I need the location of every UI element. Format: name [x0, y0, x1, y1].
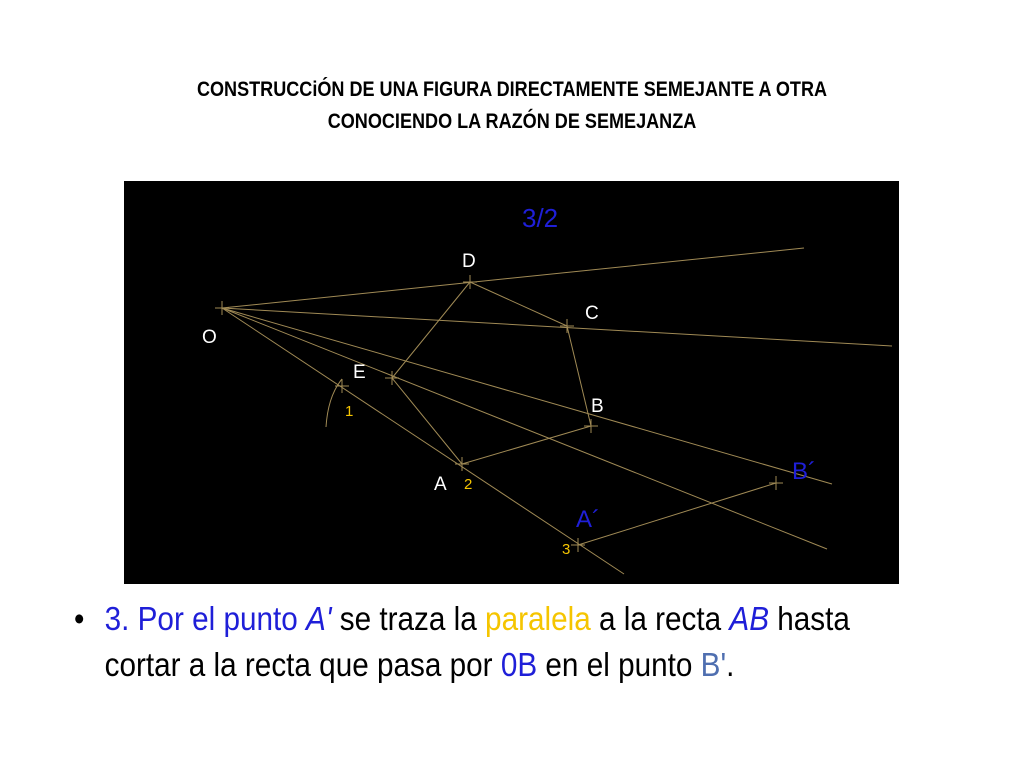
point-a-prime: A': [306, 600, 332, 637]
text-segment-5: cortar a la recta que pasa por: [104, 646, 501, 683]
line-ob: 0B: [500, 646, 538, 683]
bullet-marker: •: [74, 600, 85, 637]
point-b-prime: B': [700, 646, 727, 683]
label-a-prime: A´: [576, 506, 600, 533]
label-1: 1: [345, 403, 354, 420]
ray-oe: [222, 308, 624, 574]
side-dc: [470, 282, 567, 326]
label-o: O: [202, 327, 217, 348]
text-segment-4: hasta: [769, 600, 850, 637]
text-end: .: [726, 646, 735, 683]
label-b-prime: B´: [792, 458, 816, 485]
bullet-line-1: [74, 596, 884, 642]
ray-od: [222, 248, 804, 308]
side-ab: [462, 426, 591, 464]
ray-ob: [222, 308, 832, 484]
side-ed: [392, 282, 470, 378]
line-ab: AB: [729, 600, 770, 637]
construction-drawing: [124, 181, 899, 584]
title-line-1: CONSTRUCCiÓN DE UNA FIGURA DIRECTAMENTE SEMEJANTE A OTRA: [196, 78, 828, 101]
label-d: D: [462, 251, 476, 272]
side-ea: [392, 378, 462, 464]
label-3: 3: [562, 541, 571, 558]
instruction-bullet: [74, 596, 884, 688]
text-segment-3: a la recta: [590, 600, 730, 637]
label-2: 2: [464, 476, 473, 493]
label-c: C: [585, 303, 599, 324]
step-number: 3. Por el punto: [104, 600, 307, 637]
label-a: A: [434, 474, 447, 495]
geometry-figure: [124, 181, 899, 584]
ray-oa: [222, 308, 827, 549]
ratio-label: 3/2: [522, 203, 559, 233]
slide-title: [72, 74, 953, 138]
label-e: E: [353, 362, 366, 383]
ray-oc: [222, 308, 892, 346]
label-b: B: [591, 396, 604, 417]
text-segment-6: en el punto: [537, 646, 701, 683]
word-paralela: paralela: [485, 600, 591, 637]
text-segment-2: se traza la: [331, 600, 486, 637]
bullet-line-2: [74, 642, 884, 688]
parallel-ab-prime: [578, 483, 776, 545]
title-line-2: CONOCIENDO LA RAZÓN DE SEMEJANZA: [327, 110, 697, 133]
